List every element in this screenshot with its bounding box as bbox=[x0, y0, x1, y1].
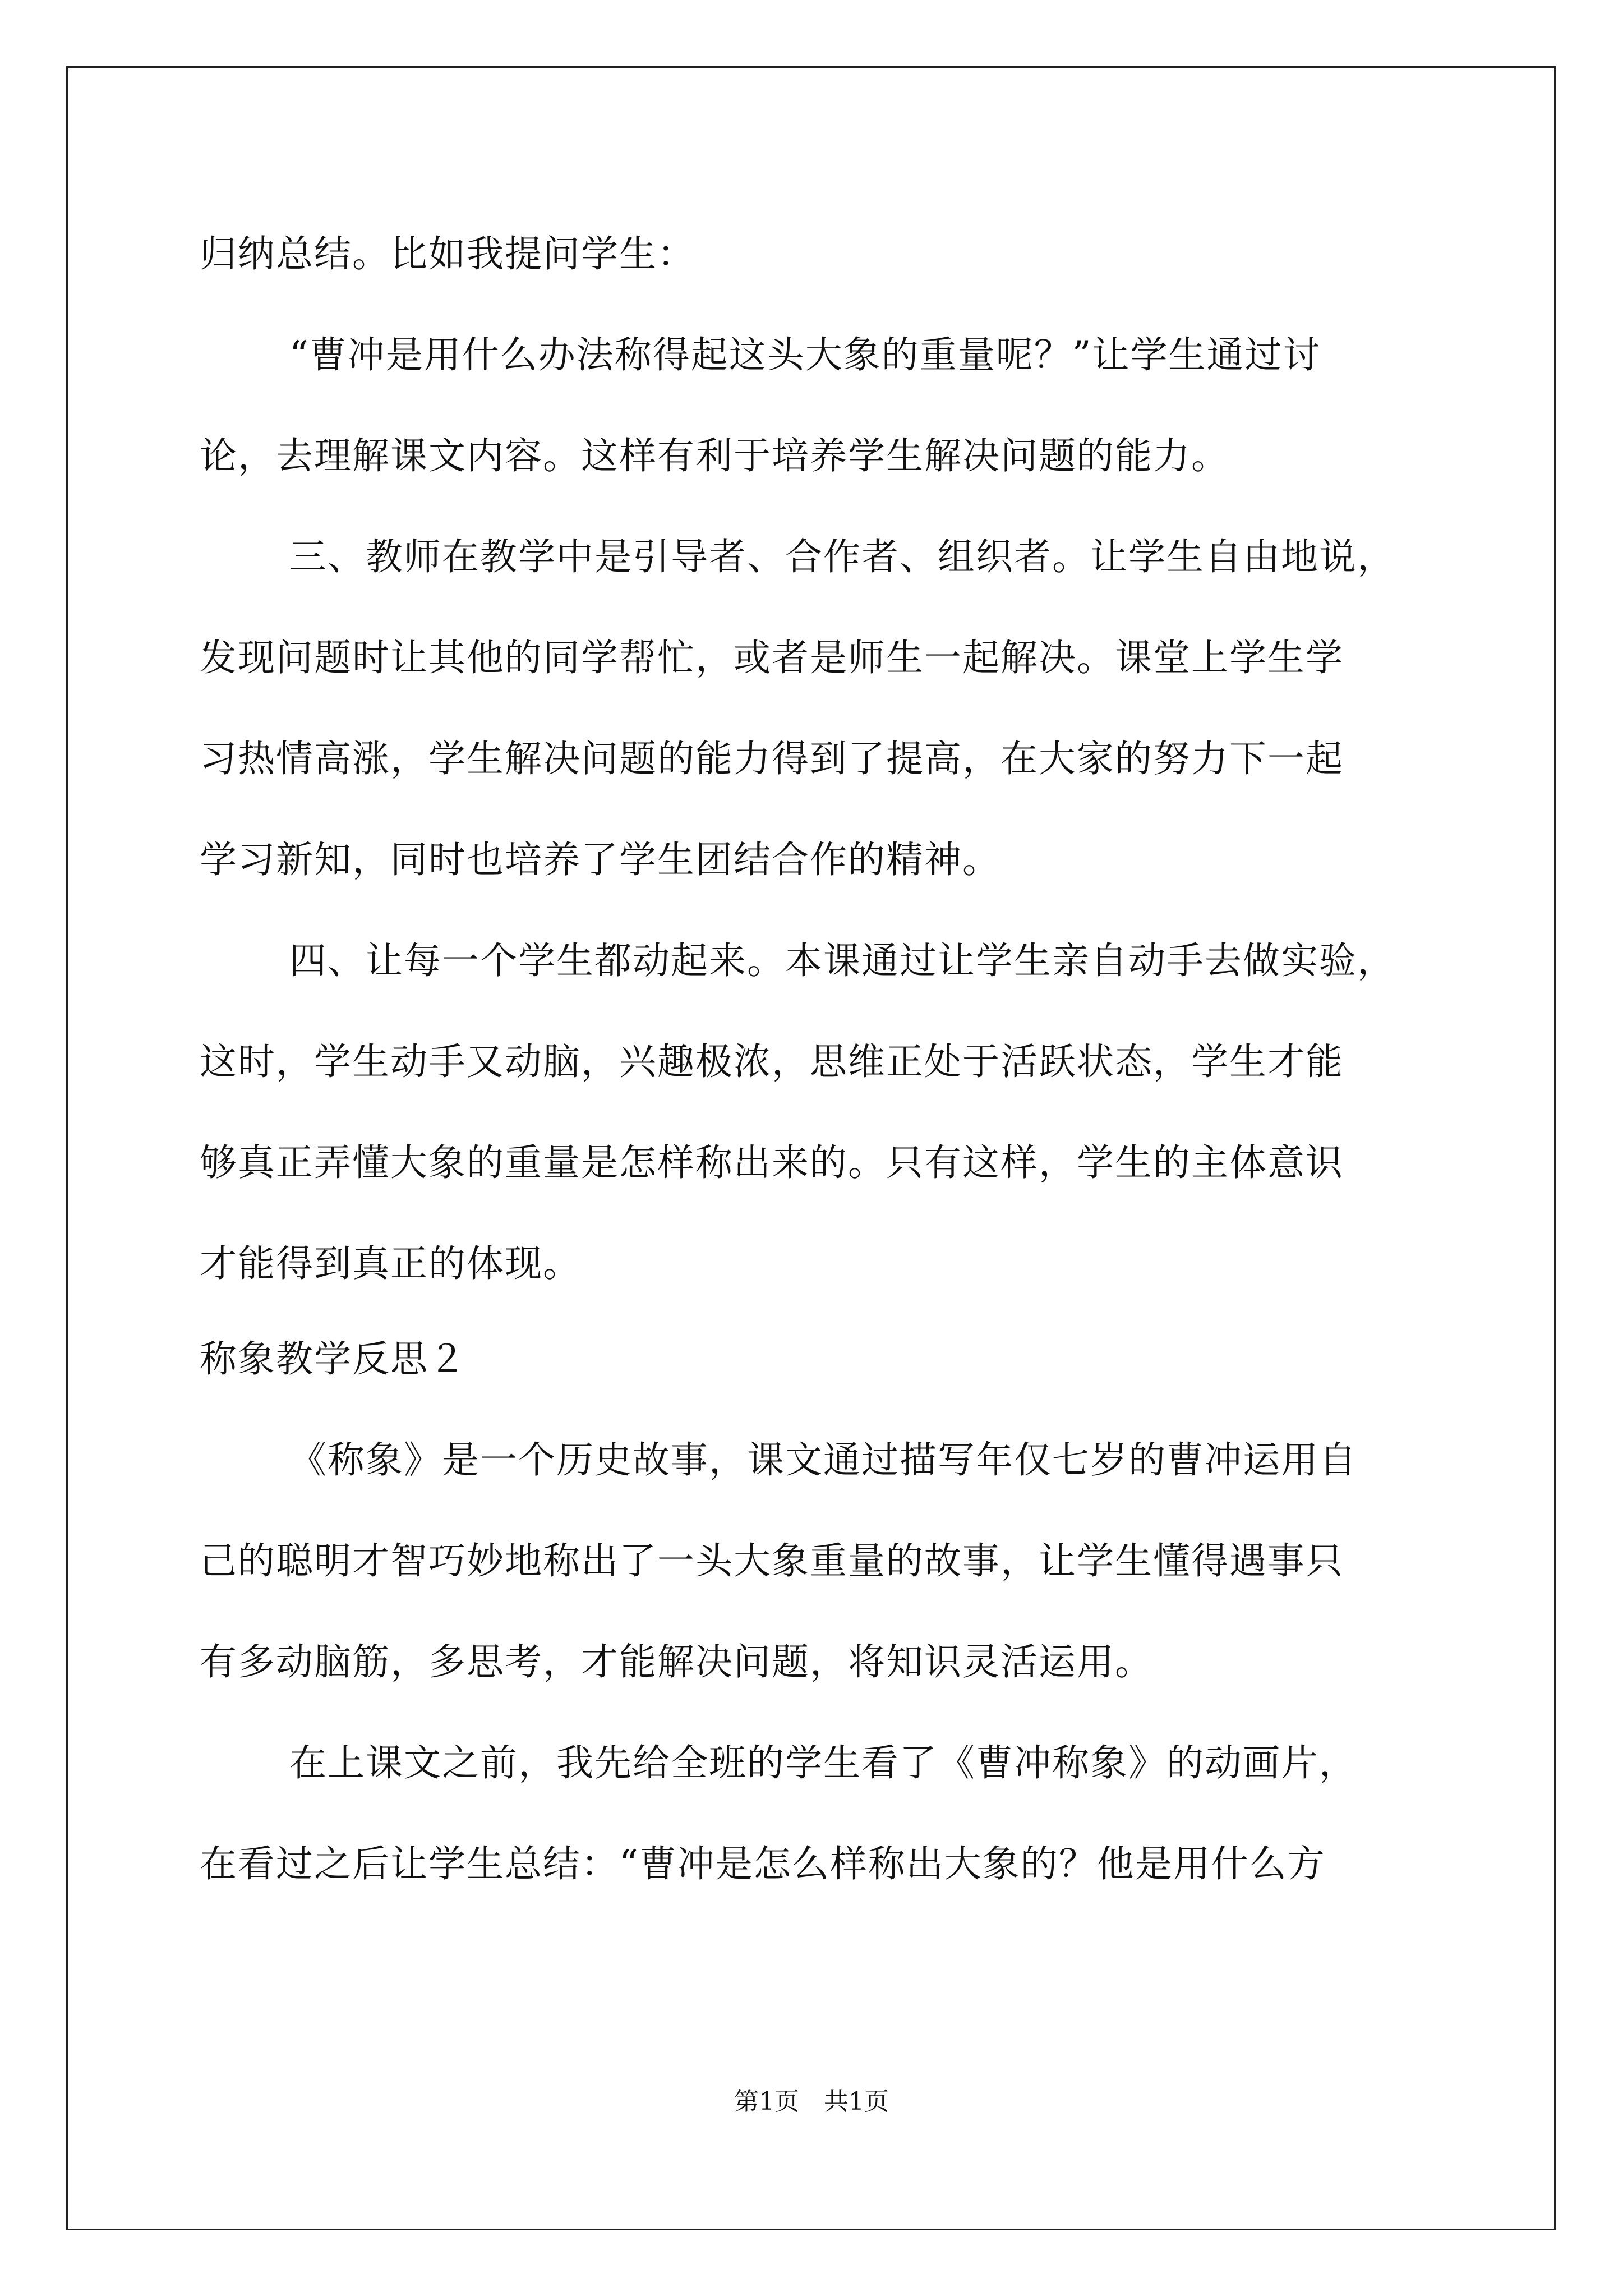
text-line: 三、教师在教学中是引导者、合作者、组织者。让学生自由地说， bbox=[289, 535, 1395, 578]
text-line: “曹冲是用什么办法称得起这头大象的重量呢？”让学生通过讨 bbox=[289, 333, 1321, 376]
text-line: 才能得到真正的体现。 bbox=[200, 1242, 581, 1285]
text-line: 学习新知，同时也培养了学生团结合作的精神。 bbox=[200, 838, 1000, 881]
text-line: 论，去理解课文内容。这样有利于培养学生解决问题的能力。 bbox=[200, 434, 1229, 477]
text-line: 归纳总结。比如我提问学生： bbox=[200, 232, 695, 275]
text-line: 习热情高涨，学生解决问题的能力得到了提高，在大家的努力下一起 bbox=[200, 737, 1344, 780]
page-footer: 第1页 共1页 bbox=[734, 2087, 889, 2116]
text-line: 己的聪明才智巧妙地称出了一头大象重量的故事，让学生懂得遇事只 bbox=[200, 1539, 1344, 1582]
text-line: 在看过之后让学生总结：“曹冲是怎么样称出大象的？他是用什么方 bbox=[200, 1842, 1326, 1885]
section-heading: 称象教学反思２ bbox=[200, 1337, 467, 1381]
text-line: 《称象》是一个历史故事，课文通过描写年仅七岁的曹冲运用自 bbox=[289, 1438, 1357, 1481]
text-line: 这时，学生动手又动脑，兴趣极浓，思维正处于活跃状态，学生才能 bbox=[200, 1040, 1344, 1083]
text-line: 四、让每一个学生都动起来。本课通过让学生亲自动手去做实验， bbox=[289, 939, 1395, 982]
text-line: 在上课文之前，我先给全班的学生看了《曹冲称象》的动画片， bbox=[289, 1741, 1357, 1784]
text-line: 有多动脑筋，多思考，才能解决问题，将知识灵活运用。 bbox=[200, 1640, 1153, 1683]
text-line: 发现问题时让其他的同学帮忙，或者是师生一起解决。课堂上学生学 bbox=[200, 636, 1344, 679]
text-line: 够真正弄懂大象的重量是怎样称出来的。只有这样，学生的主体意识 bbox=[200, 1141, 1344, 1184]
